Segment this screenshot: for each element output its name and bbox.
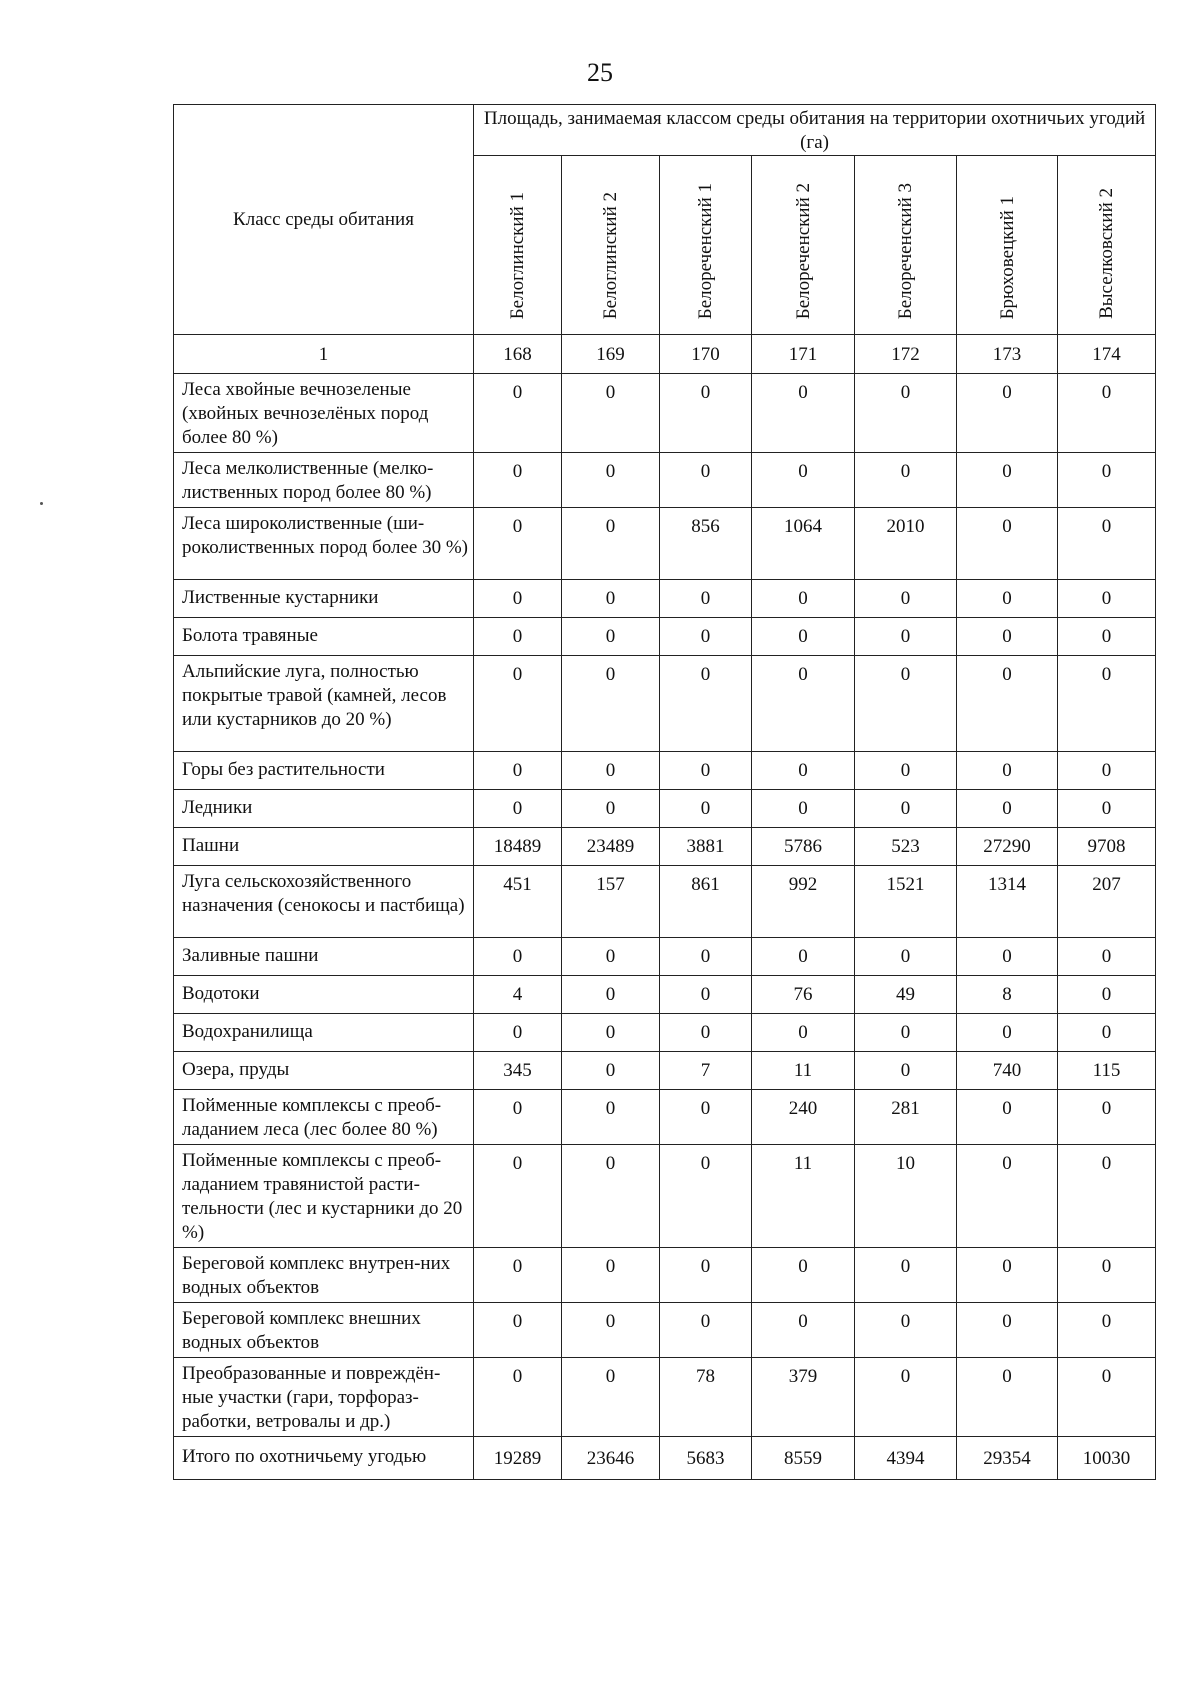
habitat-class-label: Пашни xyxy=(174,828,474,866)
area-value: 0 xyxy=(1058,1358,1156,1437)
area-value: 10030 xyxy=(1058,1437,1156,1480)
column-header xyxy=(660,156,752,335)
table-row xyxy=(174,1303,1156,1358)
area-value: 0 xyxy=(562,1303,660,1358)
area-value: 0 xyxy=(1058,1303,1156,1358)
column-number: 174 xyxy=(1058,335,1156,374)
area-value: 0 xyxy=(660,1014,752,1052)
area-value: 0 xyxy=(1058,938,1156,976)
area-value: 0 xyxy=(660,1248,752,1303)
table-row xyxy=(174,580,1156,618)
column-number: 1 xyxy=(174,335,474,374)
area-value: 0 xyxy=(855,1052,957,1090)
area-value: 0 xyxy=(957,656,1058,752)
area-value: 0 xyxy=(1058,453,1156,508)
area-value: 0 xyxy=(660,938,752,976)
area-value: 0 xyxy=(474,453,562,508)
habitat-class-label: Луга сельскохозяйственного назначения (сенокосы и пастбища) xyxy=(174,866,474,938)
area-value: 0 xyxy=(855,1303,957,1358)
area-value: 0 xyxy=(562,1052,660,1090)
area-value: 0 xyxy=(562,938,660,976)
area-value: 0 xyxy=(562,1358,660,1437)
area-value: 0 xyxy=(855,1358,957,1437)
habitat-class-label: Итого по охотничьему угодью xyxy=(174,1437,474,1480)
area-value: 856 xyxy=(660,508,752,580)
area-value: 0 xyxy=(752,618,855,656)
table-row xyxy=(174,656,1156,752)
habitat-class-label: Пойменные комплексы с преоб-ладанием леса (лес более 80 %) xyxy=(174,1090,474,1145)
area-value: 0 xyxy=(957,580,1058,618)
area-value: 0 xyxy=(474,656,562,752)
column-header-label: Белореченский 3 xyxy=(895,182,916,319)
habitat-class-label: Преобразованные и повреждён-ные участки (гари, торфораз-работки, ветровалы и др.) xyxy=(174,1358,474,1437)
area-value: 3881 xyxy=(660,828,752,866)
area-value: 240 xyxy=(752,1090,855,1145)
area-value: 0 xyxy=(752,580,855,618)
area-value: 0 xyxy=(1058,790,1156,828)
area-value: 0 xyxy=(660,1145,752,1248)
area-value: 4 xyxy=(474,976,562,1014)
area-value: 0 xyxy=(752,453,855,508)
area-value: 157 xyxy=(562,866,660,938)
table-row xyxy=(174,866,1156,938)
table-row xyxy=(174,453,1156,508)
habitat-class-label: Леса широколиственные (ши-роколиственных пород более 30 %) xyxy=(174,508,474,580)
habitat-class-label: Озера, пруды xyxy=(174,1052,474,1090)
area-value: 0 xyxy=(957,374,1058,453)
area-value: 207 xyxy=(1058,866,1156,938)
area-value: 0 xyxy=(957,1358,1058,1437)
area-value: 0 xyxy=(1058,1145,1156,1248)
area-value: 76 xyxy=(752,976,855,1014)
habitat-class-label: Горы без растительности xyxy=(174,752,474,790)
area-value: 29354 xyxy=(957,1437,1058,1480)
area-value: 11 xyxy=(752,1052,855,1090)
area-value: 0 xyxy=(855,752,957,790)
area-value: 861 xyxy=(660,866,752,938)
column-number: 173 xyxy=(957,335,1058,374)
area-value: 0 xyxy=(660,618,752,656)
column-header-label: Белоглинский 1 xyxy=(507,191,528,319)
area-value: 0 xyxy=(562,656,660,752)
column-header-label: Брюховецкий 1 xyxy=(996,195,1018,319)
area-value: 0 xyxy=(855,580,957,618)
area-value: 0 xyxy=(957,1014,1058,1052)
table-row xyxy=(174,1437,1156,1480)
area-value: 0 xyxy=(562,752,660,790)
area-value: 0 xyxy=(474,1014,562,1052)
column-header xyxy=(1058,156,1156,335)
area-value: 0 xyxy=(855,1248,957,1303)
area-value: 19289 xyxy=(474,1437,562,1480)
area-value: 0 xyxy=(562,790,660,828)
area-value: 0 xyxy=(474,618,562,656)
area-value: 0 xyxy=(957,453,1058,508)
area-value: 0 xyxy=(1058,976,1156,1014)
column-number: 169 xyxy=(562,335,660,374)
area-value: 78 xyxy=(660,1358,752,1437)
area-value: 0 xyxy=(660,1090,752,1145)
area-value: 10 xyxy=(855,1145,957,1248)
column-header xyxy=(855,156,957,335)
area-value: 0 xyxy=(752,1248,855,1303)
area-value: 0 xyxy=(1058,752,1156,790)
area-value: 18489 xyxy=(474,828,562,866)
class-header: Класс среды обитания xyxy=(174,105,474,335)
table-row xyxy=(174,1090,1156,1145)
column-number: 172 xyxy=(855,335,957,374)
habitat-area-table xyxy=(173,104,1156,1480)
area-value: 0 xyxy=(957,508,1058,580)
area-value: 0 xyxy=(474,1145,562,1248)
page-number: 25 xyxy=(587,58,613,87)
area-value: 0 xyxy=(957,618,1058,656)
area-value: 0 xyxy=(855,656,957,752)
area-value: 0 xyxy=(957,938,1058,976)
area-value: 49 xyxy=(855,976,957,1014)
area-value: 0 xyxy=(562,976,660,1014)
area-value: 0 xyxy=(752,1303,855,1358)
table-row xyxy=(174,1248,1156,1303)
area-value: 0 xyxy=(660,656,752,752)
column-header-label: Выселковский 2 xyxy=(1096,188,1118,319)
area-value: 115 xyxy=(1058,1052,1156,1090)
column-header-label: Белореченский 2 xyxy=(792,182,814,319)
area-value: 0 xyxy=(1058,1014,1156,1052)
area-value: 0 xyxy=(855,1014,957,1052)
area-value: 0 xyxy=(855,938,957,976)
area-value: 4394 xyxy=(855,1437,957,1480)
area-value: 0 xyxy=(855,374,957,453)
area-value: 5786 xyxy=(752,828,855,866)
area-value: 0 xyxy=(660,580,752,618)
area-value: 1314 xyxy=(957,866,1058,938)
area-value: 11 xyxy=(752,1145,855,1248)
column-number: 170 xyxy=(660,335,752,374)
area-value: 23489 xyxy=(562,828,660,866)
area-value: 740 xyxy=(957,1052,1058,1090)
table-row xyxy=(174,1358,1156,1437)
area-value: 8559 xyxy=(752,1437,855,1480)
table-row xyxy=(174,374,1156,453)
area-value: 0 xyxy=(1058,374,1156,453)
area-value: 281 xyxy=(855,1090,957,1145)
area-value: 0 xyxy=(957,1303,1058,1358)
table-row xyxy=(174,508,1156,580)
area-value: 0 xyxy=(660,790,752,828)
area-value: 0 xyxy=(957,1090,1058,1145)
area-value: 0 xyxy=(474,938,562,976)
area-value: 0 xyxy=(752,656,855,752)
area-value: 8 xyxy=(957,976,1058,1014)
area-value: 0 xyxy=(752,752,855,790)
area-value: 379 xyxy=(752,1358,855,1437)
table-row xyxy=(174,1014,1156,1052)
area-value: 0 xyxy=(474,1358,562,1437)
area-value: 0 xyxy=(474,374,562,453)
habitat-class-label: Береговой комплекс внутрен-них водных объектов xyxy=(174,1248,474,1303)
column-header xyxy=(474,156,562,335)
area-value: 0 xyxy=(474,508,562,580)
area-value: 0 xyxy=(957,1248,1058,1303)
column-number: 168 xyxy=(474,335,562,374)
area-value: 0 xyxy=(855,790,957,828)
area-value: 0 xyxy=(474,1090,562,1145)
column-header xyxy=(562,156,660,335)
table-row xyxy=(174,1052,1156,1090)
area-value: 0 xyxy=(855,453,957,508)
area-value: 0 xyxy=(660,453,752,508)
area-value: 0 xyxy=(562,580,660,618)
area-value: 0 xyxy=(562,1014,660,1052)
habitat-class-label: Водотоки xyxy=(174,976,474,1014)
stray-mark xyxy=(40,502,43,505)
area-value: 0 xyxy=(562,1090,660,1145)
area-value: 0 xyxy=(474,752,562,790)
area-value: 0 xyxy=(1058,656,1156,752)
area-value: 0 xyxy=(474,1248,562,1303)
column-header-label: Белореченский 1 xyxy=(695,182,716,319)
habitat-class-label: Болота травяные xyxy=(174,618,474,656)
column-header-label: Белоглинский 2 xyxy=(600,191,621,319)
area-value: 0 xyxy=(474,790,562,828)
area-value: 0 xyxy=(1058,618,1156,656)
area-value: 0 xyxy=(1058,1090,1156,1145)
area-value: 9708 xyxy=(1058,828,1156,866)
habitat-class-label: Леса хвойные вечнозеленые (хвойных вечнозелёных пород более 80 %) xyxy=(174,374,474,453)
area-value: 0 xyxy=(562,374,660,453)
area-value: 5683 xyxy=(660,1437,752,1480)
area-value: 0 xyxy=(562,1248,660,1303)
area-value: 7 xyxy=(660,1052,752,1090)
habitat-class-label: Береговой комплекс внешних водных объектов xyxy=(174,1303,474,1358)
area-value: 0 xyxy=(855,618,957,656)
area-value: 0 xyxy=(562,1145,660,1248)
area-value: 0 xyxy=(752,790,855,828)
area-value: 0 xyxy=(660,752,752,790)
area-value: 0 xyxy=(957,790,1058,828)
column-header xyxy=(752,156,855,335)
area-value: 27290 xyxy=(957,828,1058,866)
area-value: 2010 xyxy=(855,508,957,580)
area-value: 451 xyxy=(474,866,562,938)
area-value: 0 xyxy=(660,374,752,453)
area-value: 0 xyxy=(474,580,562,618)
area-value: 23646 xyxy=(562,1437,660,1480)
area-value: 0 xyxy=(660,976,752,1014)
table-row xyxy=(174,938,1156,976)
area-value: 0 xyxy=(1058,580,1156,618)
area-value: 0 xyxy=(752,1014,855,1052)
area-value: 523 xyxy=(855,828,957,866)
habitat-class-label: Пойменные комплексы с преоб-ладанием травянистой расти-тельности (лес и кустарники до 20 %) xyxy=(174,1145,474,1248)
habitat-class-label: Леса мелколиственные (мелко-лиственных пород более 80 %) xyxy=(174,453,474,508)
habitat-class-label: Альпийские луга, полностью покрытые травой (камней, лесов или кустарников до 20 %) xyxy=(174,656,474,752)
area-header: Площадь, занимаемая классом среды обитания на территории охотничьих угодий (га) xyxy=(474,105,1156,156)
area-value: 0 xyxy=(957,752,1058,790)
area-value: 0 xyxy=(1058,508,1156,580)
table-row xyxy=(174,618,1156,656)
table-row xyxy=(174,752,1156,790)
area-value: 1064 xyxy=(752,508,855,580)
column-number: 171 xyxy=(752,335,855,374)
area-value: 0 xyxy=(957,1145,1058,1248)
habitat-class-label: Лиственные кустарники xyxy=(174,580,474,618)
table-row xyxy=(174,1145,1156,1248)
area-value: 345 xyxy=(474,1052,562,1090)
table-row xyxy=(174,790,1156,828)
table-row xyxy=(174,828,1156,866)
table-row xyxy=(174,976,1156,1014)
area-value: 0 xyxy=(752,374,855,453)
area-value: 992 xyxy=(752,866,855,938)
area-value: 0 xyxy=(752,938,855,976)
habitat-class-label: Ледники xyxy=(174,790,474,828)
area-value: 0 xyxy=(660,1303,752,1358)
area-value: 1521 xyxy=(855,866,957,938)
area-value: 0 xyxy=(562,618,660,656)
habitat-class-label: Заливные пашни xyxy=(174,938,474,976)
area-value: 0 xyxy=(1058,1248,1156,1303)
habitat-class-label: Водохранилища xyxy=(174,1014,474,1052)
column-header xyxy=(957,156,1058,335)
area-value: 0 xyxy=(474,1303,562,1358)
area-value: 0 xyxy=(562,453,660,508)
area-value: 0 xyxy=(562,508,660,580)
